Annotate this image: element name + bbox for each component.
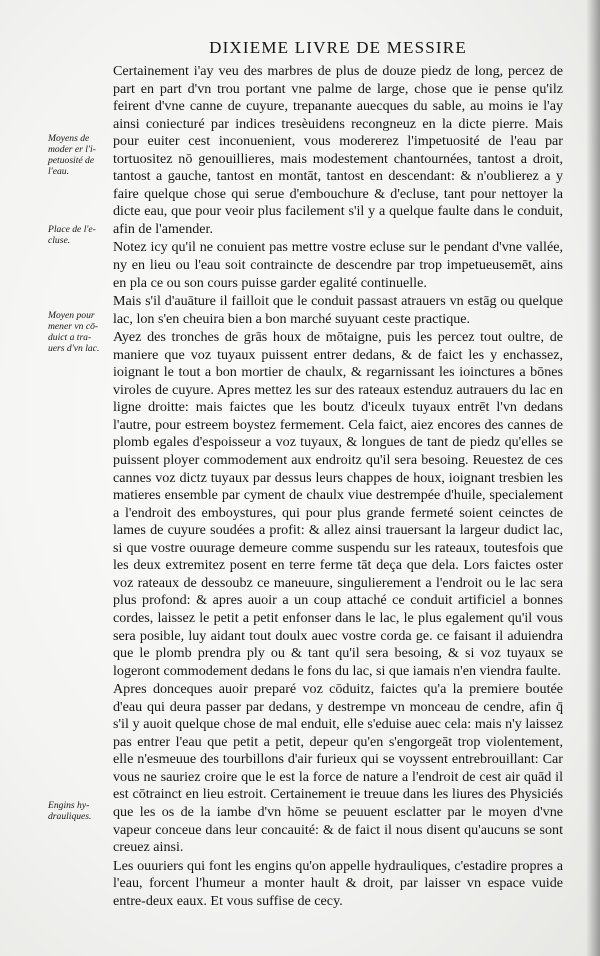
paragraph-engins: Les ouuriers qui font les engins qu'on appelle hydrauliques, c'estadire propres a l'eau, forcent l'humeur a monter hault & droit, par laisser vn espace vuide entre-deux eaux. Et vous suffise de cecy. (113, 857, 563, 909)
running-header: DIXIEME LIVRE DE MESSIRE (209, 38, 467, 57)
paragraph-lac: Mais s'il d'auāture il failloit que le conduit passast atrauers vn estāg ou quelque lac, lon s'en cheuira bien a bon marché suyuant ceste practique. (113, 293, 563, 327)
margin-note-conduit-lac: Moyen pour mener vn cō- duict a tra- uers d'vn lac. (48, 310, 100, 354)
paragraph-ecluse: Notez icy qu'il ne conuient pas mettre vostre ecluse sur le pendant d'vne vallée, ny en lieu ou l'eau soit contraincte de descendre par trop impetueusemēt, ains en pla ce ou son cours puisse garder egalité continuelle. (113, 239, 563, 291)
paragraph-marbres: Certainement i'ay veu des marbres de plus de douze piedz de long, percez de part en part d'vn trou portant vne palme de large, chose que ie pense qu'ilz feirent d'vne canne de cuyure, trepanante auecques du sable, au moins ie l'ay ainsi coniecturé par indices tresèuidens recongneuz en la dicte pierre. Mais pour euiter cest inconuenient, vous modererez l'impetuosité de l'eau par tortuositez nō genouillieres, mais modestement chantournées, tantost a droit, tantost a gauche, tantost en montāt, tantost en descendant: & n'oublierez a y faire quelque chose qui serue d'embouchure & d'ecluse, tant pour nettoyer la dicte eau, que pour veoir plus facilement s'il y a quelque faulte dans le conduit, afin de l'amender. (113, 63, 563, 237)
margin-note-engins: Engins hy- drauliques. (48, 800, 92, 822)
margin-note-ecluse: Place de l'e- cluse. (48, 224, 96, 246)
page-gutter-shadow (586, 0, 600, 956)
margin-note-moderer: Moyens de moder er l'i- petuosité de l'eau. (48, 133, 96, 177)
paragraph-tronches: Ayez des tronches de grās houx de mōtaigne, puis les percez tout oultre, de maniere que voz tuyaux puissent entrer dedans, & de faict les y enchassez, ioignant le tout a bon mortier de chaulx, & regarnissant les ioinctures a bōnes viroles de cuyure. Apres mettez les sur des rateaux estenduz autrauers du lac en ligne droitte: mais faictes que les boutz d'iceulx tuyaux entrēt l'vn dedans l'autre, pour estreem boystez fermement. Cela faict, aiez encores des cannes de plomb egales d'espoisseur a voz tuyaux, & longues de tant de piedz qu'elles se puissent ployer commodement aux endroitz qu'il sera besoing. Reuestez de ces cannes voz dictz tuyaux par dessus leurs chappes de houx, ioignant tresbien les matieres ensemble par cyment de chaulx viue destrempée d'huile, specialement a l'endroit des emboystures, qui pour plus grande fermeté soient ceinctes de lames de cuyure soudées a profit: & allez ainsi trauersant la largeur dudict lac, si que vostre ouurage demeure comme suspendu sur les rateaux, toutesfois que les deux extremitez posent en terre ferme tāt deça que dela. Lors faictes oster voz rateaux de dessoubz ce maneuure, singulierement a l'endroit ou le lac sera plus profond: & apres auoir a un coup attaché ce conduit artificiel a bonnes cordes, laissez le petit a petit enfonser dans le lac, le plus egalement qu'il vous sera posible, luy aidant tout doulx auec vostre corda ge. ce faisant il aduiendra que le plomb prendra ply ou & tant qu'il sera besoing, & si voz tuyaux se logeront commodement dedans le fons du lac, si que iamais n'en viendra faulte. (113, 329, 563, 679)
main-text-block (113, 63, 563, 910)
paragraph-conduitz: Apres donceques auoir preparé voz cōduitz, faictes qu'a la premiere boutée d'eau qui deura passer par dedans, y destrempe vn monceau de cendre, afin q̄ s'il y auoit quelque chose de mal enduit, elle s'eduise auec cela: mais n'y laissez pas entrer l'eau que petit a petit, depeur qu'en s'engorgeāt trop violentement, elle n'esmeuue des tourbillons d'air furieux qui se voyssent entrebrouillant: Car vous ne sauriez croire que le est la force de nature a l'endroit de cest air quād il est cōtrainct en lieu estroit. Certainement ie treuue dans les liures des Physiciés que les os de la iambe d'vn hōme se peuuent esclatter par le moyen d'vne vapeur conceue dans leur concauité: & de faict il nous disent qu'aucuns se sont creuez ainsi. (113, 681, 563, 856)
